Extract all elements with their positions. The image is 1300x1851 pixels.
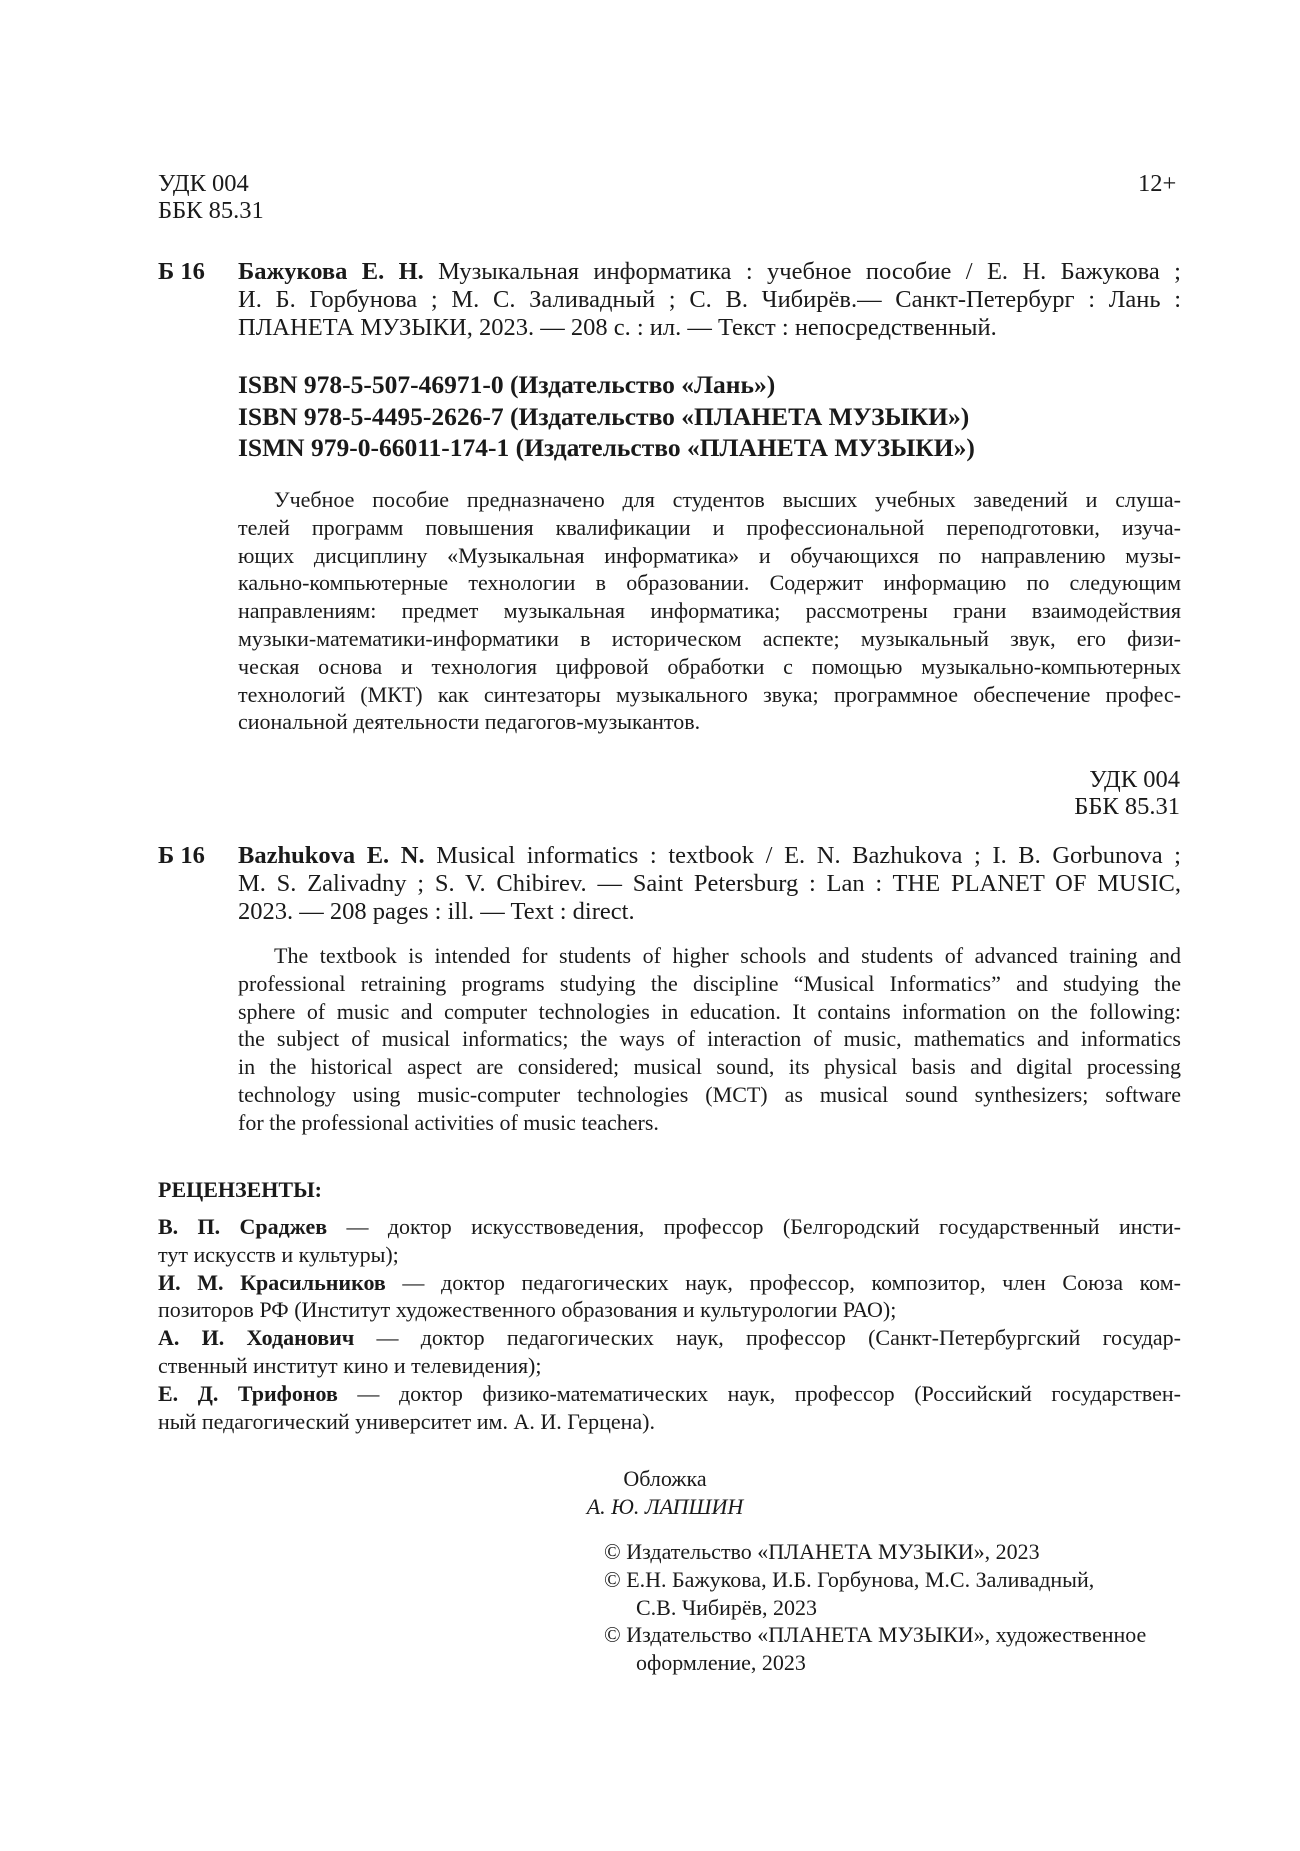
reviewer-line xyxy=(158,1380,1181,1408)
en-abstract-line: sphere of music and computer technologies in education. It contains information on the following: xyxy=(238,998,1181,1024)
en-abstract xyxy=(238,942,1181,1137)
ru-abstract-line: музыки-математики-информатики в историческом аспекте; музыкальный звук, его физи- xyxy=(238,625,1181,651)
ru-abstract-line: ющих дисциплину «Музыкальная информатика» и обучающихся по направлению музы- xyxy=(238,542,1181,568)
ru-bib-line-3: ПЛАНЕТА МУЗЫКИ, 2023. — 208 с. : ил. — Текст : непосредственный. xyxy=(238,314,997,341)
ru-abstract-line: телей программ повышения квалификации и профессиональной переподготовки, изуча- xyxy=(238,514,1181,540)
ru-bib-line-1 xyxy=(238,258,1181,286)
ru-bib-line-2: И. Б. Горбунова ; М. С. Заливадный ; С. В. Чибирёв.— Санкт-Петербург : Лань : xyxy=(238,286,1181,313)
en-abstract-line: technology using music-computer technologies (MCT) as musical sound synthesizers; software xyxy=(238,1081,1181,1107)
reviewer-credentials: — доктор педагогических наук, профессор (Санкт-Петербургский государ- xyxy=(354,1325,1181,1351)
ru-abstract-line: кально-компьютерные технологии в образовании. Содержит информацию по следующим xyxy=(238,570,1181,596)
ru-author: Бажукова Е. Н. xyxy=(238,258,424,285)
en-author: Bazhukova E. N. xyxy=(238,842,425,869)
cover-artist: А. Ю. ЛАПШИН xyxy=(586,1494,744,1519)
reviewer-line: ственный институт кино и телевидения); xyxy=(158,1352,542,1378)
en-udk-code: УДК 004 xyxy=(1089,766,1180,793)
en-abstract-line: The textbook is intended for students of higher schools and students of advanced training and xyxy=(274,943,1181,968)
reviewer-name: И. М. Красильников xyxy=(158,1269,386,1295)
reviewer-name: А. И. Ходанович xyxy=(158,1325,355,1351)
reviewer-name: Е. Д. Трифонов xyxy=(158,1380,338,1406)
ru-abstract-line: ческая основа и технология цифровой обработки с помощью музыкально-компьютерных xyxy=(238,653,1181,679)
reviewers-title: РЕЦЕНЗЕНТЫ: xyxy=(158,1177,323,1202)
reviewer-line: тут искусств и культуры); xyxy=(158,1241,399,1267)
copyright-line: оформление, 2023 xyxy=(636,1650,806,1676)
bbk-code: ББК 85.31 xyxy=(158,197,264,224)
reviewer-line xyxy=(158,1213,1181,1241)
reviewer-line xyxy=(158,1269,1181,1297)
copyright-line: © Издательство «ПЛАНЕТА МУЗЫКИ», художественное xyxy=(604,1622,1147,1648)
ru-title: Музыкальная информатика : учебное пособие / Е. Н. Бажукова ; xyxy=(423,258,1181,285)
reviewer-entry xyxy=(158,1324,1181,1380)
en-bib-line-1 xyxy=(238,842,1181,870)
copyright-line: © Е.Н. Бажукова, И.Б. Горбунова, М.С. Заливадный, xyxy=(604,1566,1095,1592)
ru-abstract-line: Учебное пособие предназначено для студентов высших учебных заведений и слуша- xyxy=(274,487,1181,512)
en-bib-line-3: 2023. — 208 pages : ill. — Text : direct. xyxy=(238,898,635,925)
reviewer-line xyxy=(158,1324,1181,1352)
reviewer-entry xyxy=(158,1380,1181,1436)
en-bbk-code: ББК 85.31 xyxy=(1074,793,1180,820)
age-rating: 12+ xyxy=(1138,170,1177,197)
copyright-line: С.В. Чибирёв, 2023 xyxy=(636,1594,818,1620)
en-abstract-line: in the historical aspect are considered; musical sound, its physical basis and digital processing xyxy=(238,1054,1181,1080)
ru-abstract-line: направлениям: предмет музыкальная информатика; рассмотрены грани взаимодействия xyxy=(238,598,1181,624)
en-abstract-line: the subject of musical informatics; the ways of interaction of music, mathematics and informatics xyxy=(238,1026,1181,1052)
isbn-line: ISBN 978-5-507-46971-0 (Издательство «Лань») xyxy=(238,370,776,399)
copyright-block xyxy=(604,1538,1146,1677)
ru-abstract-line: сиональной деятельности педагогов-музыкантов. xyxy=(238,709,701,735)
en-abstract-line: professional retraining programs studying the discipline “Musical Informatics” and studying the xyxy=(238,970,1181,996)
udk-code: УДК 004 xyxy=(158,170,249,197)
cover-label: Обложка xyxy=(623,1466,707,1491)
reviewer-credentials: — доктор педагогических наук, профессор, композитор, член Союза ком- xyxy=(385,1269,1181,1295)
en-bib-line-2: M. S. Zalivadny ; S. V. Chibirev. — Saint Petersburg : Lan : THE PLANET OF MUSIC, xyxy=(238,870,1181,897)
reviewer-credentials: — доктор физико-математических наук, профессор (Российский государствен- xyxy=(337,1380,1181,1406)
ismn-line: ISMN 979-0-66011-174-1 (Издательство «ПЛАНЕТА МУЗЫКИ») xyxy=(238,433,975,462)
copyright-line: © Издательство «ПЛАНЕТА МУЗЫКИ», 2023 xyxy=(604,1539,1040,1564)
reviewer-name: В. П. Сраджев xyxy=(158,1214,328,1239)
en-bib-record xyxy=(238,842,1181,926)
ru-author-code: Б 16 xyxy=(158,258,205,285)
reviewer-entry xyxy=(158,1269,1181,1325)
ru-abstract-line: технологий (МКТ) как синтезаторы музыкального звука; программное обеспечение профес- xyxy=(238,681,1181,707)
isbn-block xyxy=(238,369,975,464)
reviewer-entry xyxy=(158,1213,1181,1269)
ru-abstract xyxy=(238,486,1181,736)
isbn-line: ISBN 978-5-4495-2626-7 (Издательство «ПЛАНЕТА МУЗЫКИ») xyxy=(238,401,970,431)
reviewer-line: позиторов РФ (Институт художественного образования и культурологии РАО); xyxy=(158,1297,897,1323)
en-author-code: Б 16 xyxy=(158,842,205,869)
reviewers-list xyxy=(158,1213,1181,1435)
ru-bib-record xyxy=(238,258,1181,342)
en-title: Musical informatics : textbook / E. N. Bazhukova ; I. B. Gorbunova ; xyxy=(424,842,1181,869)
reviewer-line: ный педагогический университет им. А. И. Герцена). xyxy=(158,1408,655,1434)
reviewer-credentials: — доктор искусствоведения, профессор (Белгородский государственный инсти- xyxy=(327,1214,1181,1239)
en-abstract-line: for the professional activities of music teachers. xyxy=(238,1109,659,1135)
